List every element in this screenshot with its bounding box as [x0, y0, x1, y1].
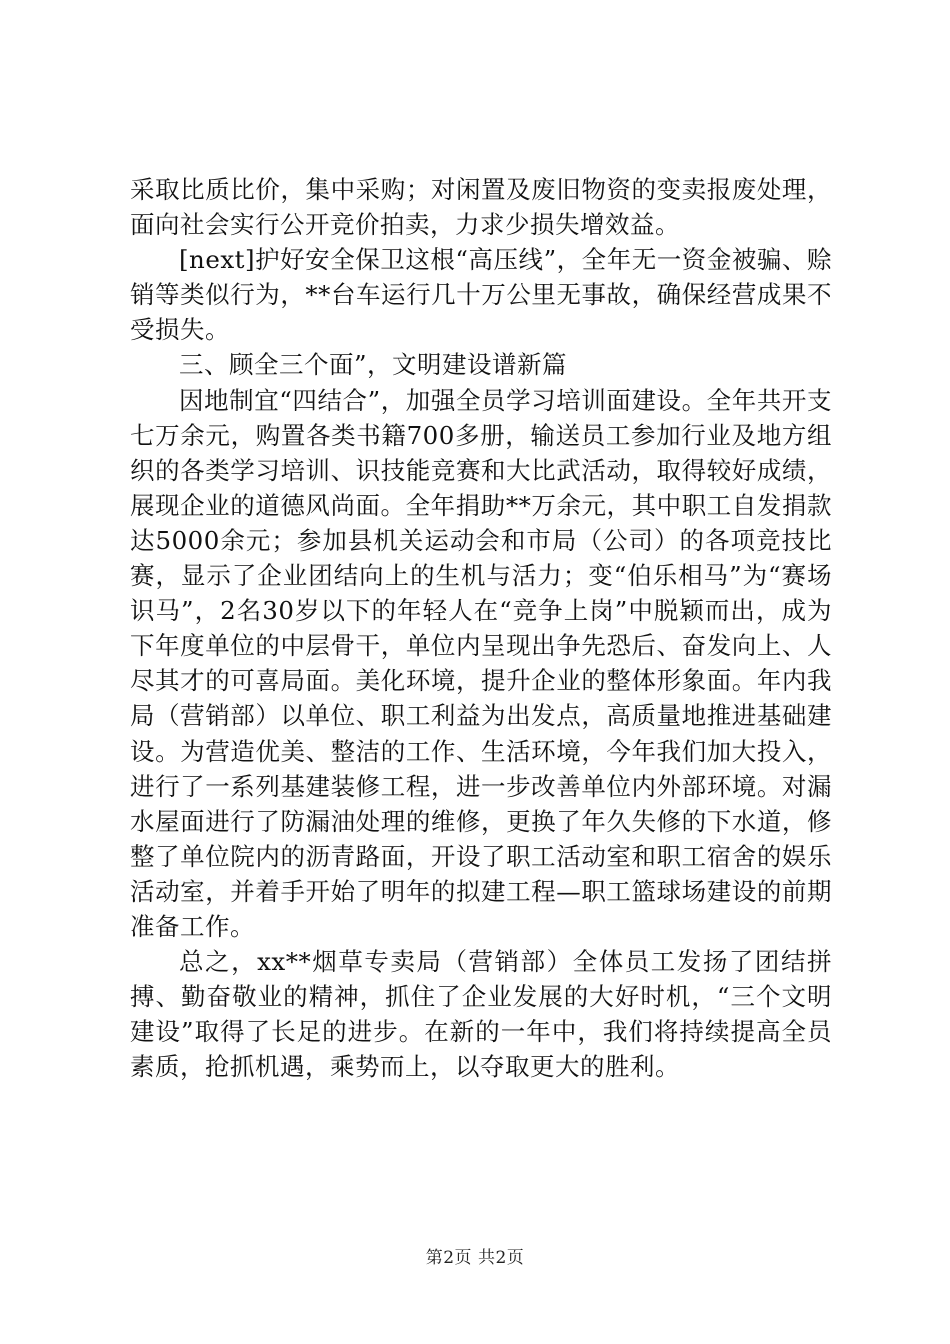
paragraph-culture-building: 因地制宜“四结合”，加强全员学习培训面建设。全年共开支七万余元，购置各类书籍700多册，输送员工参加行业及地方组织的各类学习培训、识技能竞赛和大比武活动，取得较好成绩，展现企业的道德风尚面。全年捐助**万余元，其中职工自发捐款达5000余元；参加县机关运动会和市局（公司）的各项竞技比赛，显示了企业团结向上的生机与活力；变“伯乐相马”为“赛场识马”，2名30岁以下的年轻人在“竞争上岗”中脱颖而出，成为下年度单位的中层骨干，单位内呈现出争先恐后、奋发向上、人尽其才的可喜局面。美化环境，提升企业的整体形象面。年内我局（营销部）以单位、职工利益为出发点，高质量地推进基础建设。为营造优美、整洁的工作、生活环境，今年我们加大投入，进行了一系列基建装修工程，进一步改善单位内外部环境。对漏水屋面进行了防漏油处理的维修，更换了年久失修的下水道，修整了单位院内的沥青路面，开设了职工活动室和职工宿舍的娱乐活动室，并着手开始了明年的拟建工程—职工篮球场建设的前期准备工作。 — [130, 385, 832, 941]
paragraph-security: [next]护好安全保卫这根“高压线”，全年无一资金被骗、赊销等类似行为，**台车运行几十万公里无事故，确保经营成果不受损失。 — [130, 245, 832, 345]
paragraph-procurement: 采取比质比价，集中采购；对闲置及废旧物资的变卖报废处理，面向社会实行公开竞价拍卖，力求少损失增效益。 — [130, 175, 832, 240]
document-body — [130, 172, 832, 1084]
section-heading: 三、顾全三个面”，文明建设谱新篇 — [179, 350, 568, 380]
page-number-footer: 第2页 共2页 — [425, 1248, 525, 1268]
paragraph-conclusion: 总之，xx**烟草专卖局（营销部）全体员工发扬了团结拼搏、勤奋敬业的精神，抓住了企业发展的大好时机，“三个文明建设”取得了长足的进步。在新的一年中，我们将持续提高全员素质，抢抓机遇，乘势而上，以夺取更大的胜利。 — [130, 947, 832, 1082]
